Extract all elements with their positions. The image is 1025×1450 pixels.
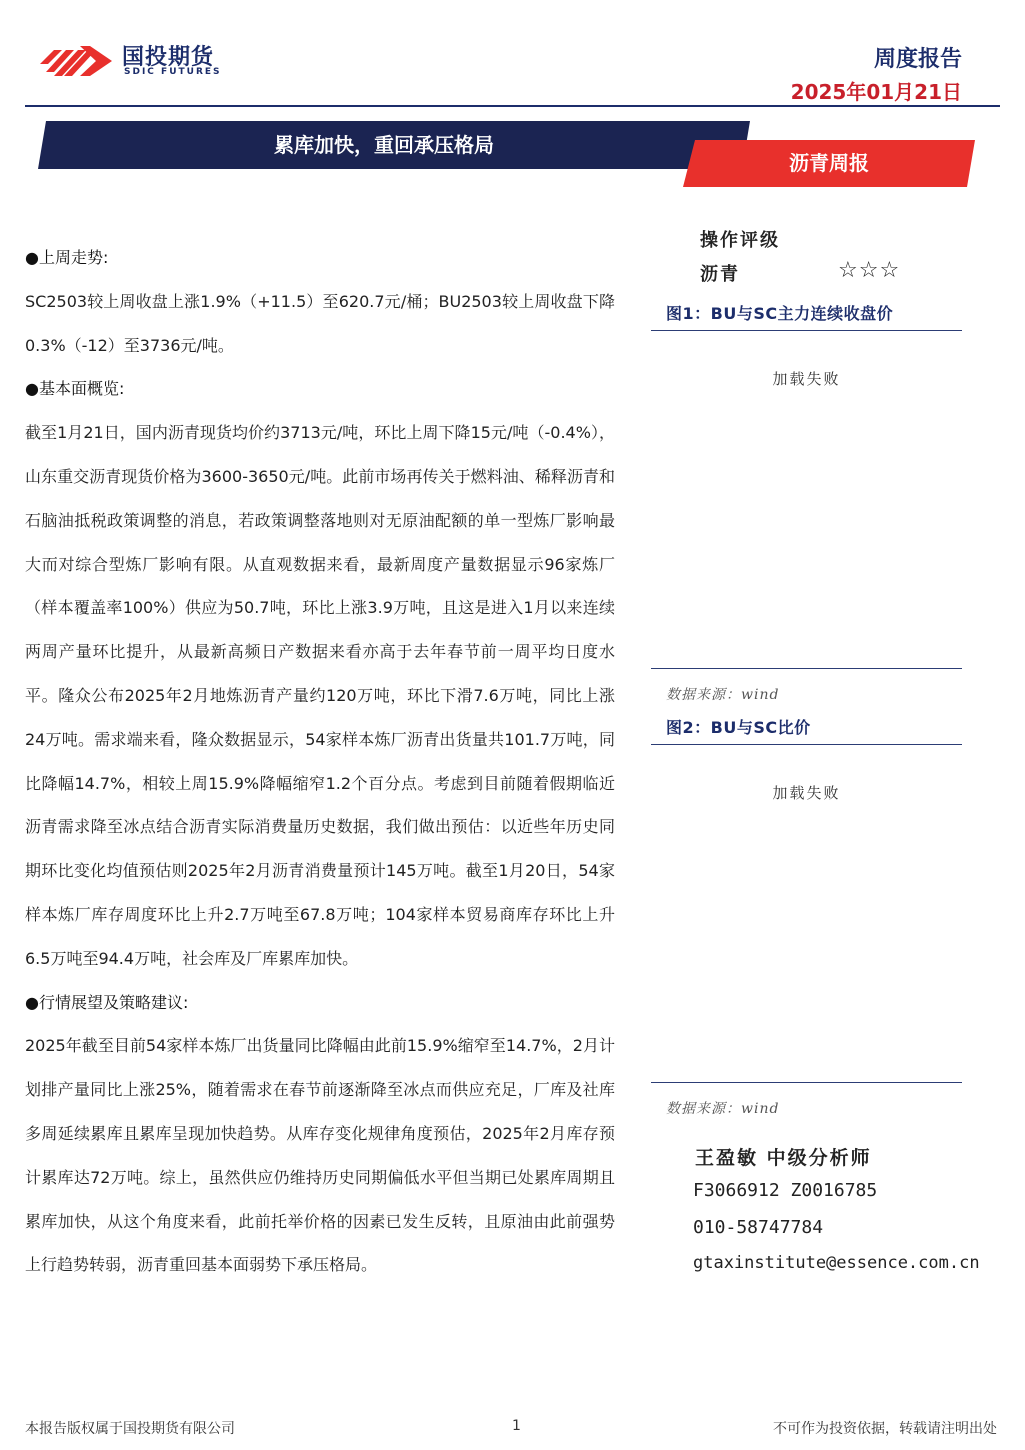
footer-disclaimer: 不可作为投资依据，转载请注明出处: [773, 1421, 997, 1437]
footer-copyright: 本报告版权属于国投期货有限公司: [25, 1421, 235, 1437]
footer-page-number: 1: [512, 1418, 521, 1434]
main-content: [25, 236, 615, 1287]
rating-commodity: 沥青: [700, 264, 740, 285]
logo-mark-icon: [40, 42, 114, 80]
brand-name-en: SDIC FUTURES: [124, 67, 222, 77]
figure-2-top-rule: [651, 744, 962, 745]
paragraph-last-week: SC2503较上周收盘上涨1.9%（+11.5）至620.7元/桶；BU2503较上周收盘下降0.3%（-12）至3736元/吨。: [25, 291, 615, 355]
brand-name-cn: 国投期货: [122, 45, 215, 70]
section-heading-last-week: ●上周走势:: [25, 248, 109, 267]
section-heading-fundamentals: ●基本面概览:: [25, 379, 125, 399]
analyst-email: gtaxinstitute@essence.com.cn: [693, 1253, 980, 1273]
report-type: 周度报告: [873, 47, 962, 72]
report-title: 累库加快，重回承压格局: [274, 133, 494, 157]
figure-2-title: 图2：BU与SC比价: [666, 718, 811, 737]
report-date: 2025年01月21日: [790, 80, 962, 104]
paragraph-outlook: 2025年截至目前54家样本炼厂出货量同比降幅由此前15.9%缩窄至14.7%，2月计划排产量同比上涨25%，随着需求在春节前逐渐降至冰点而供应充足，厂库及社库多周延续累库且累库呈现加快趋势。从库存变化规律角度预估，2025年2月库存预计累库达72万吨。综上，虽然供应仍维持历史同期偏低水平但当期已处累库周期且累库加快，从这个角度来看，此前托举价格的因素已发生反转，且原油由此前强势上行趋势转弱，沥青重回基本面弱势下承压格局。: [25, 1036, 615, 1275]
analyst-phone: 010-58747784: [693, 1217, 824, 1238]
section-heading-outlook: ●行情展望及策略建议:: [25, 992, 189, 1012]
figure-2-load-failed: 加载失败: [772, 784, 841, 802]
figure-1-bottom-rule: [651, 668, 962, 669]
analyst-license: F3066912 Z0016785: [693, 1180, 878, 1201]
rating-stars-icon: ☆☆☆: [838, 258, 901, 283]
paragraph-fundamentals: 截至1月21日，国内沥青现货均价约3713元/吨，环比上周下降15元/吨（-0.4%），山东重交沥青现货价格为3600-3650元/吨。此前市场再传关于燃料油、稀释沥青和石脑油抵税政策调整的消息，若政策调整落地则对无原油配额的单一型炼厂影响最大而对综合型炼厂影响有限。从直观数据来看，最新周度产量数据显示96家炼厂（样本覆盖率100%）供应为50.7吨，环比上涨3.9万吨，且这是进入1月以来连续两周产量环比提升，从最新高频日产数据来看亦高于去年春节前一周平均日度水平。隆众公布2025年2月地炼沥青产量约120万吨，环比下滑7.6万吨，同比上涨24万吨。需求端来看，隆众数据显示，54家样本炼厂沥青出货量共101.7万吨，同比降幅14.7%，相较上周15.9%降幅缩窄1.2个百分点。考虑到目前随着假期临近沥青需求降至冰点结合沥青实际消费量历史数据，我们做出预估：以近些年历史同期环比变化均值预估则2025年2月沥青消费量预计145万吨。截至1月20日，54家样本炼厂库存周度环比上升2.7万吨至67.8万吨；104家样本贸易商库存环比上升6.5万吨至94.4万吨，社会库及厂库累库加快。: [25, 423, 615, 968]
report-tag: 沥青周报: [789, 151, 869, 175]
figure-2-source: 数据来源：wind: [666, 1101, 780, 1117]
figure-2-bottom-rule: [651, 1082, 962, 1083]
figure-1-title: 图1：BU与SC主力连续收盘价: [666, 304, 894, 323]
figure-1-load-failed: 加载失败: [772, 370, 841, 388]
figure-1-source: 数据来源：wind: [666, 687, 780, 703]
header-divider: [25, 105, 1000, 107]
analyst-name-title: 王盈敏 中级分析师: [695, 1147, 872, 1169]
company-logo: [40, 40, 240, 82]
figure-1-top-rule: [651, 330, 962, 331]
rating-title: 操作评级: [700, 230, 780, 251]
